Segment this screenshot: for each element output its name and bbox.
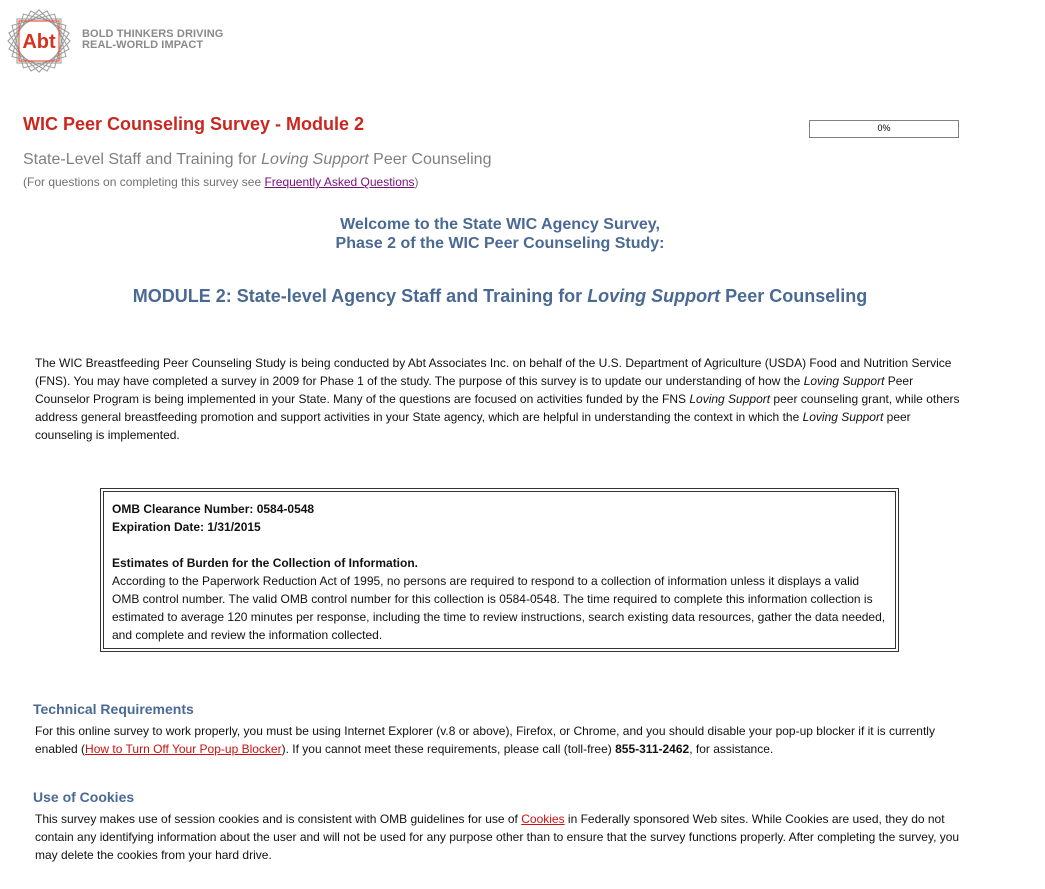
technical-text (35, 722, 965, 758)
popup-blocker-link[interactable]: How to Turn Off Your Pop-up Blocker (85, 742, 282, 756)
cookies-text-2: in Federally sponsored Web sites. While Cookies are used, they do not contain any identifying information about the user and will not be used for any purpose other than to ensure that the survey functions properly. After completing the survey, you may delete the cookies from your hard drive. (35, 812, 960, 862)
module-prefix: MODULE 2: State-level Agency Staff and Training for (132, 286, 588, 306)
intro-text-2: Peer Counselor Program is being implemented in your State. Many of the questions are focused on activities funded by the FNS (35, 374, 914, 406)
burden-title: Estimates of Burden for the Collection of Information. (112, 556, 419, 570)
tagline-line2: REAL-WORLD IMPACT (82, 39, 204, 51)
subtitle-suffix: Peer Counseling (368, 151, 492, 168)
faq-prefix: (For questions on completing this survey see (23, 175, 265, 189)
technical-text-1: For this online survey to work properly, you must be using Internet Explorer (v.8 or above), Firefox, or Chrome, and you should disable your pop-up blocker if it is currently enabled ( (35, 724, 935, 756)
cookies-link[interactable]: Cookies (521, 812, 565, 826)
module-italic: Loving Support (587, 286, 721, 306)
omb-box (100, 488, 899, 652)
cookies-text-1: This survey makes use of session cookies and is consistent with OMB guidelines for use of (35, 812, 522, 826)
welcome-heading (0, 215, 1000, 253)
cookies-heading: Use of Cookies (33, 789, 135, 805)
logo-tagline (82, 29, 223, 51)
page-title: WIC Peer Counseling Survey - Module 2 (23, 114, 365, 134)
progress-bar (809, 120, 959, 138)
omb-clearance: OMB Clearance Number: 0584-0548 (112, 502, 315, 516)
faq-link[interactable]: Frequently Asked Questions (264, 175, 415, 189)
faq-note (23, 175, 419, 189)
tagline-line1: BOLD THINKERS DRIVING (82, 28, 224, 40)
intro-italic-2: Loving Support (689, 392, 771, 406)
module-suffix: Peer Counseling (720, 286, 868, 306)
welcome-line2: Phase 2 of the WIC Peer Counseling Study: (335, 235, 665, 252)
omb-expiration: Expiration Date: 1/31/2015 (112, 520, 261, 534)
subtitle-prefix: State-Level Staff and Training for (23, 151, 262, 168)
cookies-text (35, 810, 965, 864)
intro-italic-3: Loving Support (802, 410, 884, 424)
progress-label: 0% (877, 123, 891, 133)
module-heading (0, 286, 1000, 307)
intro-paragraph (35, 354, 965, 444)
intro-text-1: The WIC Breastfeeding Peer Counseling Study is being conducted by Abt Associates Inc. on behalf of the U.S. Department of Agriculture (USDA) Food and Nutrition Service (FNS). You may have completed a survey in 2009 for Phase 1 of the study. The purpose of this survey is to update our understanding of how the (35, 356, 952, 388)
support-phone: 855-311-2462 (615, 742, 690, 756)
technical-text-2: ). If you cannot meet these requirements, please call (toll-free) (281, 742, 616, 756)
svg-text:Abt: Abt (22, 31, 56, 53)
burden-text: According to the Paperwork Reduction Act of 1995, no persons are required to respond to a collection of information unless it displays a valid OMB control number. The valid OMB control number for this collection is 0584-0548. The time required to complete this information collection is estimated to average 120 minutes per response, including the time to review instructions, search existing data resources, gather the data needed, and complete and review the information collected. (112, 574, 886, 642)
welcome-line1: Welcome to the State WIC Agency Survey, (340, 216, 660, 233)
faq-suffix: ) (414, 175, 419, 189)
abt-logo (4, 6, 74, 76)
intro-italic-1: Loving Support (803, 374, 885, 388)
intro-text-4: peer counseling is implemented. (35, 410, 911, 442)
page-subtitle (23, 151, 491, 169)
technical-heading: Technical Requirements (33, 701, 194, 717)
subtitle-italic: Loving Support (261, 151, 369, 168)
intro-text-3: peer counseling grant, while others address general breastfeeding promotion and support activities in your State agency, which are helpful in understanding the context in which the (35, 392, 960, 424)
technical-text-3: , for assistance. (689, 742, 774, 756)
